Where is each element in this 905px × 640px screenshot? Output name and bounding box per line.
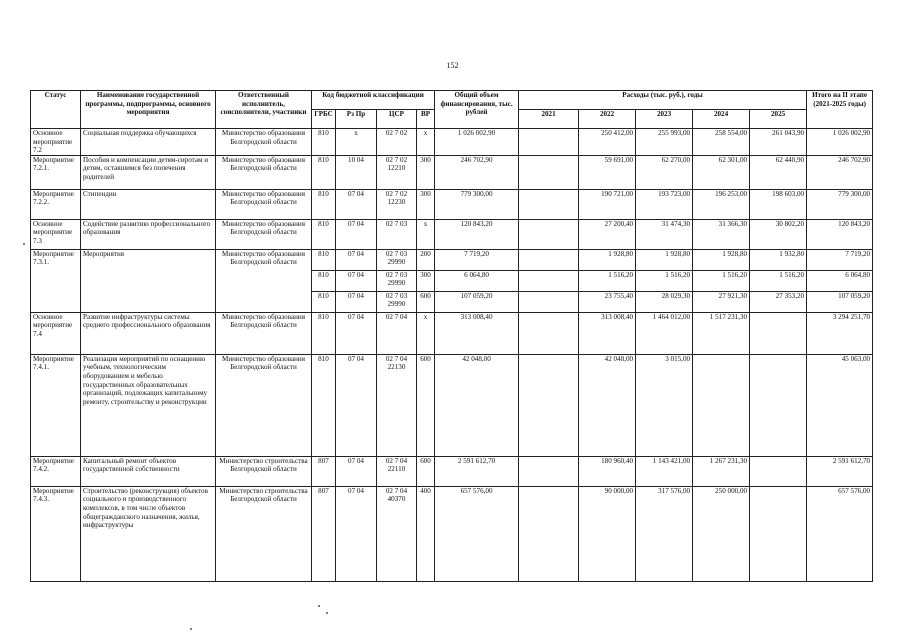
cell-grbs: 810 bbox=[312, 189, 336, 219]
cell-csr: 02 7 04 bbox=[377, 312, 417, 354]
cell-grbs: 807 bbox=[312, 456, 336, 486]
cell-vr: x bbox=[417, 129, 435, 156]
cell-responsible: Министерство образования Белгородской области bbox=[216, 312, 312, 354]
cell-2021 bbox=[519, 270, 579, 291]
header-budget-code: Код бюджетной классификации bbox=[312, 91, 435, 110]
table-row bbox=[31, 189, 873, 219]
cell-2022: 42 048,00 bbox=[579, 354, 636, 456]
cell-2021 bbox=[519, 486, 579, 581]
cell-responsible: Министерство строительства Белгородской области bbox=[216, 486, 312, 581]
cell-2022: 180 960,40 bbox=[579, 456, 636, 486]
cell-2021 bbox=[519, 291, 579, 312]
cell-responsible: Министерство образования Белгородской области bbox=[216, 189, 312, 219]
cell-2023: 1 928,80 bbox=[636, 249, 693, 270]
cell-2022: 1 516,20 bbox=[579, 270, 636, 291]
cell-responsible: Министерство образования Белгородской области bbox=[216, 129, 312, 156]
cell-status: Мероприятие 7.2.1. bbox=[31, 155, 81, 189]
cell-total: 42 048,00 bbox=[435, 354, 519, 456]
cell-csr: 02 7 03 bbox=[377, 219, 417, 249]
cell-2023: 193 723,00 bbox=[636, 189, 693, 219]
header-year-2025: 2025 bbox=[750, 110, 807, 129]
cell-2025: 198 603,00 bbox=[750, 189, 807, 219]
cell-responsible: Министерство образования Белгородской области bbox=[216, 155, 312, 189]
cell-name: Стипендии bbox=[81, 189, 216, 219]
cell-vr: 600 bbox=[417, 354, 435, 456]
table-row bbox=[31, 312, 873, 354]
cell-vr: 200 bbox=[417, 249, 435, 270]
cell-status: Основное мероприятие 7.4 bbox=[31, 312, 81, 354]
cell-2023: 1 516,20 bbox=[636, 270, 693, 291]
cell-total: 2 591 612,70 bbox=[435, 456, 519, 486]
cell-2024: 62 301,00 bbox=[693, 155, 750, 189]
cell-stage-total: 7 719,20 bbox=[807, 249, 873, 270]
cell-grbs: 810 bbox=[312, 249, 336, 270]
cell-2024: 1 267 231,30 bbox=[693, 456, 750, 486]
cell-2024 bbox=[693, 354, 750, 456]
cell-grbs: 810 bbox=[312, 219, 336, 249]
table-row bbox=[31, 456, 873, 486]
cell-total: 6 064,80 bbox=[435, 270, 519, 291]
cell-2021 bbox=[519, 354, 579, 456]
cell-2025: 1 932,80 bbox=[750, 249, 807, 270]
cell-rz: 07 04 bbox=[336, 486, 377, 581]
cell-grbs: 810 bbox=[312, 270, 336, 291]
scan-speck bbox=[23, 243, 25, 245]
cell-rz: 07 04 bbox=[336, 270, 377, 291]
cell-csr: 02 7 02 12210 bbox=[377, 155, 417, 189]
cell-grbs: 810 bbox=[312, 312, 336, 354]
cell-status: Мероприятие 7.4.3. bbox=[31, 486, 81, 581]
cell-2022: 1 928,80 bbox=[579, 249, 636, 270]
cell-rz: 07 04 bbox=[336, 312, 377, 354]
cell-2021 bbox=[519, 249, 579, 270]
header-stage-total: Итого на II этапе (2021-2025 годы) bbox=[807, 91, 873, 129]
cell-2025 bbox=[750, 486, 807, 581]
cell-2023: 28 029,30 bbox=[636, 291, 693, 312]
cell-2025 bbox=[750, 456, 807, 486]
cell-rz: 07 04 bbox=[336, 291, 377, 312]
cell-rz: 07 04 bbox=[336, 249, 377, 270]
cell-rz: 10 04 bbox=[336, 155, 377, 189]
cell-2024: 1 928,80 bbox=[693, 249, 750, 270]
cell-responsible: Министерство строительства Белгородской области bbox=[216, 456, 312, 486]
header-expenses: Расходы (тыс. руб.), годы bbox=[519, 91, 807, 110]
cell-status: Основное мероприятие 7.2 bbox=[31, 129, 81, 156]
cell-2023: 255 993,00 bbox=[636, 129, 693, 156]
cell-grbs: 807 bbox=[312, 486, 336, 581]
cell-csr: 02 7 03 29990 bbox=[377, 291, 417, 312]
cell-grbs: 810 bbox=[312, 129, 336, 156]
header-total: Общий объем финансирования, тыс. рублей bbox=[435, 91, 519, 129]
cell-stage-total: 6 064,80 bbox=[807, 270, 873, 291]
cell-responsible: Министерство образования Белгородской области bbox=[216, 354, 312, 456]
cell-rz: x bbox=[336, 129, 377, 156]
cell-vr: 400 bbox=[417, 486, 435, 581]
header-vr: ВР bbox=[417, 110, 435, 129]
table-row bbox=[31, 354, 873, 456]
cell-stage-total: 3 294 251,70 bbox=[807, 312, 873, 354]
cell-status: Мероприятие 7.4.1. bbox=[31, 354, 81, 456]
cell-2025: 261 043,90 bbox=[750, 129, 807, 156]
table-row bbox=[31, 249, 873, 270]
budget-table bbox=[30, 90, 873, 582]
cell-total: 657 576,00 bbox=[435, 486, 519, 581]
cell-status: Мероприятие 7.2.2. bbox=[31, 189, 81, 219]
cell-stage-total: 120 843,20 bbox=[807, 219, 873, 249]
cell-2022: 250 412,00 bbox=[579, 129, 636, 156]
cell-stage-total: 246 702,90 bbox=[807, 155, 873, 189]
cell-2022: 59 691,00 bbox=[579, 155, 636, 189]
cell-total: 779 300,00 bbox=[435, 189, 519, 219]
cell-vr: 600 bbox=[417, 291, 435, 312]
cell-csr: 02 7 03 29990 bbox=[377, 249, 417, 270]
header-year-2021: 2021 bbox=[519, 110, 579, 129]
cell-name: Пособия и компенсации детям-сиротам и детям, оставшимся без попечения родителей bbox=[81, 155, 216, 189]
cell-rz: 07 04 bbox=[336, 219, 377, 249]
cell-vr: 600 bbox=[417, 456, 435, 486]
header-year-2022: 2022 bbox=[579, 110, 636, 129]
cell-total: 120 843,20 bbox=[435, 219, 519, 249]
cell-2025: 1 516,20 bbox=[750, 270, 807, 291]
table-row bbox=[31, 219, 873, 249]
header-responsible: Ответственный исполнитель, соисполнители, участники bbox=[216, 91, 312, 129]
header-grbs: ГРБС bbox=[312, 110, 336, 129]
cell-name: Капитальный ремонт объектов государственной собственности bbox=[81, 456, 216, 486]
cell-2025: 27 353,20 bbox=[750, 291, 807, 312]
cell-total: 7 719,20 bbox=[435, 249, 519, 270]
scan-speck bbox=[190, 628, 192, 630]
cell-2022: 23 755,40 bbox=[579, 291, 636, 312]
cell-2021 bbox=[519, 189, 579, 219]
cell-vr: 300 bbox=[417, 189, 435, 219]
cell-vr: x bbox=[417, 312, 435, 354]
table-row bbox=[31, 486, 873, 581]
cell-2024: 31 366,30 bbox=[693, 219, 750, 249]
cell-rz: 07 04 bbox=[336, 189, 377, 219]
cell-status: Мероприятие 7.4.2. bbox=[31, 456, 81, 486]
cell-csr: 02 7 02 12230 bbox=[377, 189, 417, 219]
cell-2025 bbox=[750, 312, 807, 354]
cell-2023: 1 143 421,00 bbox=[636, 456, 693, 486]
header-year-2023: 2023 bbox=[636, 110, 693, 129]
cell-rz: 07 04 bbox=[336, 354, 377, 456]
cell-csr: 02 7 04 22130 bbox=[377, 354, 417, 456]
cell-2022: 313 008,40 bbox=[579, 312, 636, 354]
header-year-2024: 2024 bbox=[693, 110, 750, 129]
cell-name: Строительство (реконструкция) объектов социального и производственного комплексов, в том числе объектов общегражданского назначения, жилья, инфраструктуры bbox=[81, 486, 216, 581]
cell-stage-total: 2 591 612,70 bbox=[807, 456, 873, 486]
cell-2025: 62 440,90 bbox=[750, 155, 807, 189]
cell-2024: 258 554,00 bbox=[693, 129, 750, 156]
cell-2021 bbox=[519, 312, 579, 354]
cell-grbs: 810 bbox=[312, 354, 336, 456]
cell-csr: 02 7 03 29990 bbox=[377, 270, 417, 291]
cell-stage-total: 45 063,00 bbox=[807, 354, 873, 456]
cell-grbs: 810 bbox=[312, 291, 336, 312]
scan-speck bbox=[326, 612, 328, 614]
cell-2023: 3 015,00 bbox=[636, 354, 693, 456]
cell-stage-total: 657 576,00 bbox=[807, 486, 873, 581]
cell-total: 246 702,90 bbox=[435, 155, 519, 189]
cell-name: Мероприятия bbox=[81, 249, 216, 312]
cell-2023: 31 474,30 bbox=[636, 219, 693, 249]
cell-2024: 1 516,20 bbox=[693, 270, 750, 291]
cell-2022: 190 721,00 bbox=[579, 189, 636, 219]
cell-stage-total: 779 300,00 bbox=[807, 189, 873, 219]
cell-2025: 30 802,20 bbox=[750, 219, 807, 249]
cell-vr: 300 bbox=[417, 270, 435, 291]
cell-2021 bbox=[519, 456, 579, 486]
cell-name: Социальная поддержка обучающихся bbox=[81, 129, 216, 156]
cell-stage-total: 107 059,20 bbox=[807, 291, 873, 312]
cell-2024: 196 253,00 bbox=[693, 189, 750, 219]
cell-2021 bbox=[519, 155, 579, 189]
header-status: Статус bbox=[31, 91, 81, 129]
cell-csr: 02 7 04 40370 bbox=[377, 486, 417, 581]
cell-2025 bbox=[750, 354, 807, 456]
page-number: 152 bbox=[446, 61, 459, 70]
header-csr: ЦСР bbox=[377, 110, 417, 129]
cell-responsible: Министерство образования Белгородской области bbox=[216, 219, 312, 249]
cell-2024: 250 000,00 bbox=[693, 486, 750, 581]
table-row bbox=[31, 129, 873, 156]
cell-rz: 07 04 bbox=[336, 456, 377, 486]
cell-csr: 02 7 02 bbox=[377, 129, 417, 156]
cell-2023: 1 464 012,00 bbox=[636, 312, 693, 354]
cell-total: 107 059,20 bbox=[435, 291, 519, 312]
cell-total: 1 026 002,90 bbox=[435, 129, 519, 156]
header-rz: Рз Пр bbox=[336, 110, 377, 129]
cell-2022: 27 200,40 bbox=[579, 219, 636, 249]
cell-2024: 1 517 231,30 bbox=[693, 312, 750, 354]
cell-csr: 02 7 04 22110 bbox=[377, 456, 417, 486]
header-name: Наименование государственной программы, подпрограммы, основного мероприятия bbox=[81, 91, 216, 129]
cell-name: Содействие развитию профессионального образования bbox=[81, 219, 216, 249]
cell-vr: x bbox=[417, 219, 435, 249]
cell-stage-total: 1 026 002,90 bbox=[807, 129, 873, 156]
scan-speck bbox=[318, 605, 320, 607]
cell-vr: 300 bbox=[417, 155, 435, 189]
cell-2021 bbox=[519, 129, 579, 156]
cell-status: Основное мероприятие 7.3 bbox=[31, 219, 81, 249]
cell-responsible: Министерство образования Белгородской области bbox=[216, 249, 312, 312]
cell-total: 313 008,40 bbox=[435, 312, 519, 354]
cell-2023: 62 270,00 bbox=[636, 155, 693, 189]
cell-grbs: 810 bbox=[312, 155, 336, 189]
cell-status: Мероприятие 7.3.1. bbox=[31, 249, 81, 312]
cell-2024: 27 921,30 bbox=[693, 291, 750, 312]
cell-name: Развитие инфраструктуры системы среднего профессионального образования bbox=[81, 312, 216, 354]
cell-name: Реализация мероприятий по оснащению учебным, технологическим оборудованием и мебелью государственных образовательных организаций, подлежащих капитальному ремонту, строительству и реконструкции bbox=[81, 354, 216, 456]
table-row bbox=[31, 155, 873, 189]
cell-2021 bbox=[519, 219, 579, 249]
cell-2022: 90 000,00 bbox=[579, 486, 636, 581]
cell-2023: 317 576,00 bbox=[636, 486, 693, 581]
